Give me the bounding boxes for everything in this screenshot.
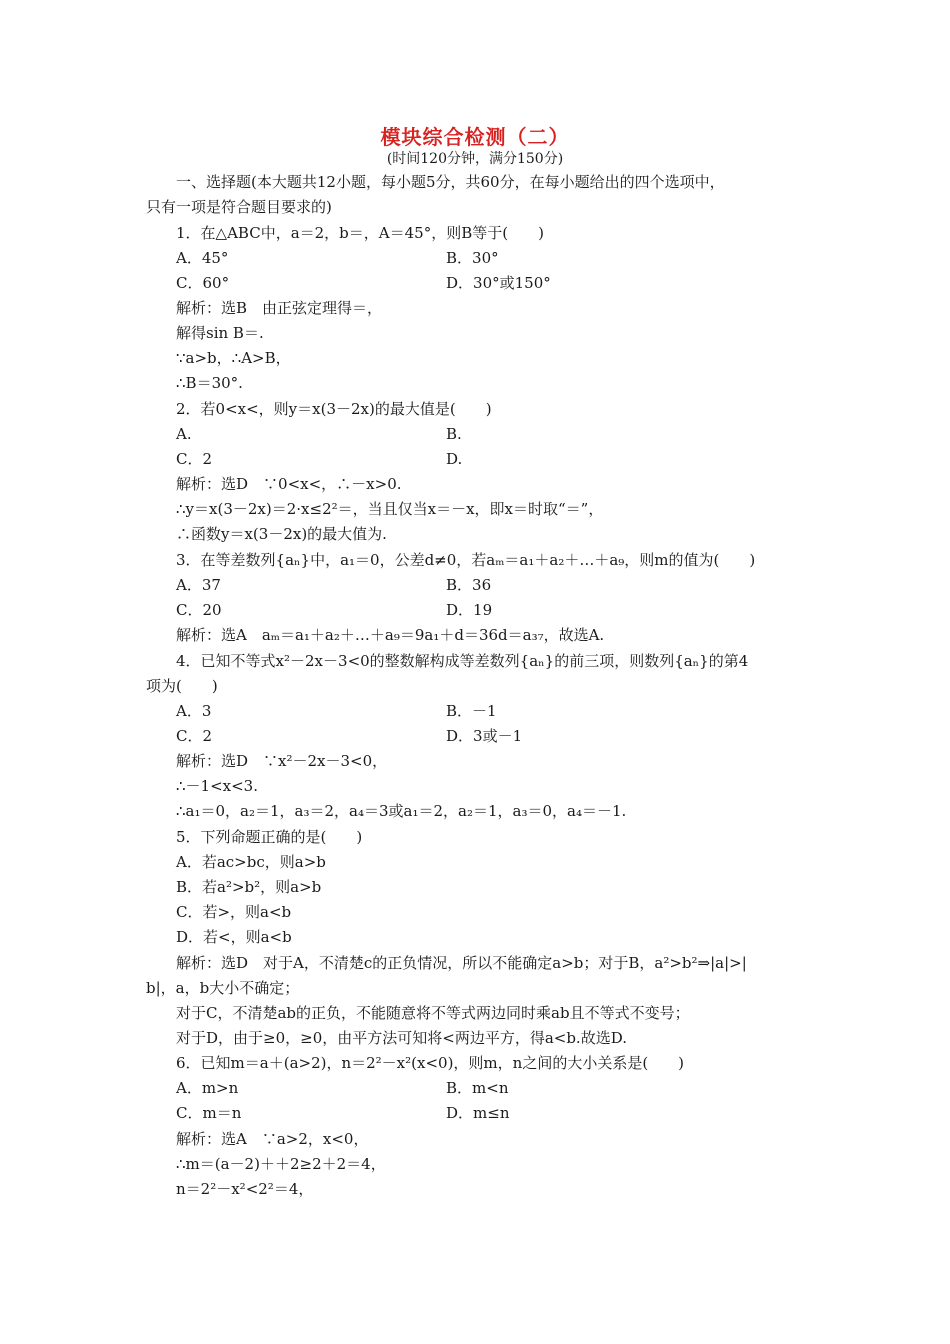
section-heading-cont: 只有一项是符合题目要求的) bbox=[146, 198, 332, 216]
q5-option-c: C．若>，则a<b bbox=[176, 903, 292, 921]
q1-option-a: A．45° bbox=[176, 249, 229, 267]
question-1: 1．在△ABC中，a＝2，b＝，A＝45°，则B等于( ) bbox=[176, 224, 544, 242]
q2-option-d: D. bbox=[446, 450, 463, 468]
page-title: 模块综合检测（二） bbox=[380, 125, 570, 149]
q4-solution-step: ∴－1<x<3. bbox=[176, 777, 258, 795]
q1-option-c: C．60° bbox=[176, 274, 230, 292]
question-6: 6．已知m＝a＋(a>2)，n＝2²－x²(x<0)，则m，n之间的大小关系是( ) bbox=[176, 1054, 685, 1072]
q2-solution-step: ∴函数y＝x(3－2x)的最大值为. bbox=[176, 525, 387, 543]
q6-option-c: C．m＝n bbox=[176, 1104, 242, 1122]
q1-option-d: D．30°或150° bbox=[446, 274, 551, 292]
q4-option-d: D．3或－1 bbox=[446, 727, 523, 745]
question-3: 3．在等差数列{aₙ}中，a₁＝0，公差d≠0，若aₘ＝a₁＋a₂＋…＋a₉，则m的值为( ) bbox=[176, 551, 756, 569]
q3-option-b: B．36 bbox=[446, 576, 492, 594]
q5-solution-step: 对于C，不清楚ab的正负，不能随意将不等式两边同时乘ab且不等式不变号； bbox=[176, 1004, 690, 1022]
q5-option-d: D．若<，则a<b bbox=[176, 928, 292, 946]
q4-solution: 解析：选D ∵x²－2x－3<0， bbox=[176, 752, 388, 770]
q2-solution: 解析：选D ∵0<x<，∴－x>0. bbox=[176, 475, 402, 493]
question-4: 4．已知不等式x²－2x－3<0的整数解构成等差数列{aₙ}的前三项，则数列{aₙ}的第4 bbox=[176, 652, 749, 670]
q5-solution-cont: b|，a，b大小不确定； bbox=[146, 979, 300, 997]
section-heading: 一、选择题(本大题共12小题，每小题5分，共60分，在每小题给出的四个选项中， bbox=[176, 173, 725, 191]
q3-option-d: D．19 bbox=[446, 601, 493, 619]
q1-solution: 解析：选B 由正弦定理得＝， bbox=[176, 299, 383, 317]
q2-option-a: A. bbox=[176, 425, 192, 443]
q6-solution-step: n＝2²－x²<2²＝4， bbox=[176, 1180, 314, 1198]
q6-option-b: B．m<n bbox=[446, 1079, 509, 1097]
q4-option-a: A．3 bbox=[176, 702, 212, 720]
q2-option-c: C．2 bbox=[176, 450, 213, 468]
q6-solution: 解析：选A ∵a>2，x<0， bbox=[176, 1130, 369, 1148]
q1-option-b: B．30° bbox=[446, 249, 499, 267]
q5-option-a: A．若ac>bc，则a>b bbox=[176, 853, 326, 871]
q1-solution-step: ∵a>b，∴A>B， bbox=[176, 349, 291, 367]
q2-option-b: B. bbox=[446, 425, 462, 443]
question-5: 5．下列命题正确的是( ) bbox=[176, 828, 363, 846]
q5-solution-step: 对于D，由于≥0，≥0，由平方法可知将<两边平方，得a<b.故选D. bbox=[176, 1029, 627, 1047]
q3-solution: 解析：选A aₘ＝a₁＋a₂＋…＋a₉＝9a₁＋d＝36d＝a₃₇，故选A. bbox=[176, 626, 605, 644]
q4-option-c: C．2 bbox=[176, 727, 213, 745]
q1-solution-step: 解得sin B＝. bbox=[176, 324, 264, 342]
q3-option-a: A．37 bbox=[176, 576, 221, 594]
question-4-cont: 项为( ) bbox=[146, 677, 218, 695]
q6-option-a: A．m>n bbox=[176, 1079, 239, 1097]
q6-option-d: D．m≤n bbox=[446, 1104, 510, 1122]
q5-option-b: B．若a²>b²，则a>b bbox=[176, 878, 322, 896]
q4-option-b: B．－1 bbox=[446, 702, 497, 720]
q1-solution-step: ∴B＝30°. bbox=[176, 374, 243, 392]
q2-solution-step: ∴y＝x(3－2x)＝2·x≤2²＝，当且仅当x＝－x，即x＝时取“＝”， bbox=[176, 500, 604, 518]
q6-solution-step: ∴m＝(a－2)＋＋2≥2＋2＝4， bbox=[176, 1155, 386, 1173]
q4-solution-step: ∴a₁＝0，a₂＝1，a₃＝2，a₄＝3或a₁＝2，a₂＝1，a₃＝0，a₄＝－1. bbox=[176, 802, 627, 820]
page-subtitle: (时间120分钟，满分150分) bbox=[386, 151, 564, 167]
q5-solution: 解析：选D 对于A，不清楚c的正负情况，所以不能确定a>b；对于B，a²>b²⇒|a|>| bbox=[176, 954, 747, 972]
question-2: 2．若0<x<，则y＝x(3－2x)的最大值是( ) bbox=[176, 400, 492, 418]
q3-option-c: C．20 bbox=[176, 601, 222, 619]
